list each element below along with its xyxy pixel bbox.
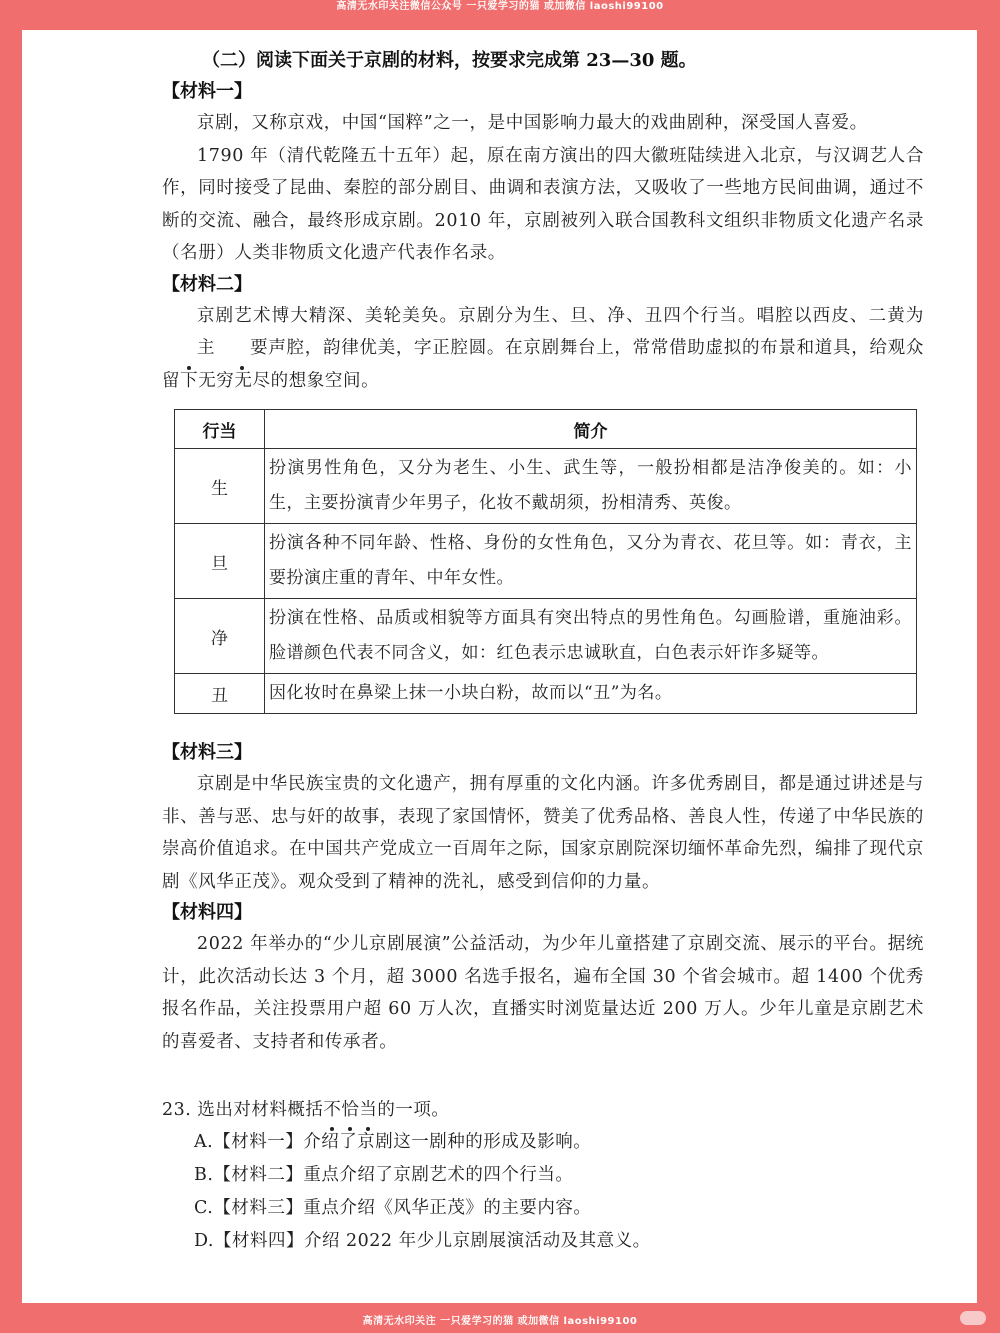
emphasis-char: 恰 [341, 1094, 359, 1126]
header-description: 简介 [265, 410, 917, 449]
section-title: （二）阅读下面关于京剧的材料，按要求完成第 23—30 题。 [202, 50, 697, 71]
option-b: B.【材料二】重点介绍了京剧艺术的四个行当。 [194, 1165, 574, 1185]
material-2-text-b: 声腔，韵律优美，字正腔圆。在京剧舞台上，常常借助虚拟的布景和道具，给观众留下无穷无尽的想象空间。 [162, 338, 924, 391]
material-2-paragraph [162, 300, 924, 398]
question-23 [162, 1094, 924, 1258]
emphasis-char: 不 [323, 1094, 341, 1126]
table-header-row [175, 410, 917, 449]
description-cell: 因化妆时在鼻梁上抹一小块白粉，故而以“丑”为名。 [265, 674, 917, 714]
stem-text-a: 23. 选出对材料概括 [162, 1100, 324, 1120]
emphasis-char: 要 [215, 332, 268, 365]
table-row [175, 449, 917, 524]
question-stem [162, 1094, 924, 1126]
material-1 [162, 77, 924, 270]
bottom-watermark-banner: 高清无水印关注 一只爱学习的猫 或加微信 laoshi99100 [362, 1316, 638, 1327]
header-role: 行当 [175, 410, 265, 449]
option-c: C.【材料三】重点介绍《风华正茂》的主要内容。 [194, 1198, 592, 1218]
table-row [175, 674, 917, 714]
role-cell: 丑 [175, 674, 265, 714]
description-cell: 扮演各种不同年龄、性格、身份的女性角色，又分为青衣、花旦等。如：青衣，主要扮演庄重的青年、中年女性。 [265, 524, 917, 599]
material-4 [162, 898, 924, 1058]
material-1-paragraph-2: 1790 年（清代乾隆五十五年）起，原在南方演出的四大徽班陆续进入北京，与汉调艺人合作，同时接受了昆曲、秦腔的部分剧目、曲调和表演方法，又吸收了一些地方民间曲调，通过不断的交流、融合，最终形成京剧。2010 年，京剧被列入联合国教科文组织非物质文化遗产名录（名册）人类非物质文化遗产代表作名录。 [162, 145, 924, 263]
material-3-heading: 【材料三】 [162, 742, 252, 763]
material-1-heading: 【材料一】 [162, 81, 252, 102]
top-watermark-banner: 高清无水印关注微信公众号 一只爱学习的猫 或加微信 laoshi99100 [336, 1, 664, 12]
role-cell: 生 [175, 449, 265, 524]
material-2 [162, 270, 924, 715]
description-cell: 扮演在性格、品质或相貌等方面具有突出特点的男性角色。勾画脸谱，重施油彩。脸谱颜色代表不同含义，如：红色表示忠诚耿直，白色表示奸诈多疑等。 [265, 599, 917, 674]
corner-badge [960, 1311, 986, 1325]
material-3-paragraph: 京剧是中华民族宝贵的文化遗产，拥有厚重的文化内涵。许多优秀剧目，都是通过讲述是与非、善与恶、忠与奸的故事，表现了家国情怀，赞美了优秀品格、善良人性，传递了中华民族的崇高价值追求。在中国共产党成立一百周年之际，国家京剧院深切缅怀革命先烈，编排了现代京剧《风华正茂》。观众受到了精神的洗礼，感受到信仰的力量。 [162, 774, 924, 892]
description-cell: 扮演男性角色，又分为老生、小生、武生等，一般扮相都是洁净俊美的。如：小生，主要扮演青少年男子，化妆不戴胡须，扮相清秀、英俊。 [265, 449, 917, 524]
material-4-paragraph: 2022 年举办的“少儿京剧展演”公益活动，为少年儿童搭建了京剧交流、展示的平台。据统计，此次活动长达 3 个月，超 3000 名选手报名，遍布全国 30 个省会城市。超 1400 个优秀报名作品，关注投票用户超 60 万人次，直播实时浏览量达近 200 万人。少年儿童是京剧艺术的喜爱者、支持者和传承者。 [162, 934, 924, 1052]
option-a: A.【材料一】介绍了京剧这一剧种的形成及影响。 [194, 1132, 592, 1152]
emphasis-char: 主 [162, 332, 215, 365]
stem-text-b: 的一项。 [377, 1100, 450, 1120]
material-4-heading: 【材料四】 [162, 902, 252, 923]
exam-page [22, 30, 977, 1303]
role-cell: 旦 [175, 524, 265, 599]
material-2-heading: 【材料二】 [162, 273, 252, 295]
role-cell: 净 [175, 599, 265, 674]
emphasis-char: 当 [359, 1094, 377, 1126]
material-1-paragraph-1: 京剧，又称京戏，中国“国粹”之一，是中国影响力最大的戏曲剧种，深受国人喜爱。 [197, 113, 868, 133]
page-content [162, 45, 924, 1258]
option-d: D.【材料四】介绍 2022 年少儿京剧展演活动及其意义。 [194, 1231, 651, 1251]
roles-table [174, 409, 917, 714]
material-2-text-a: 京剧艺术博大精深、美轮美奂。京剧分为生、旦、净、丑四个行当。唱腔以西皮、二黄为 [197, 305, 924, 326]
table-row [175, 599, 917, 674]
table-row [175, 524, 917, 599]
material-3 [162, 738, 924, 898]
